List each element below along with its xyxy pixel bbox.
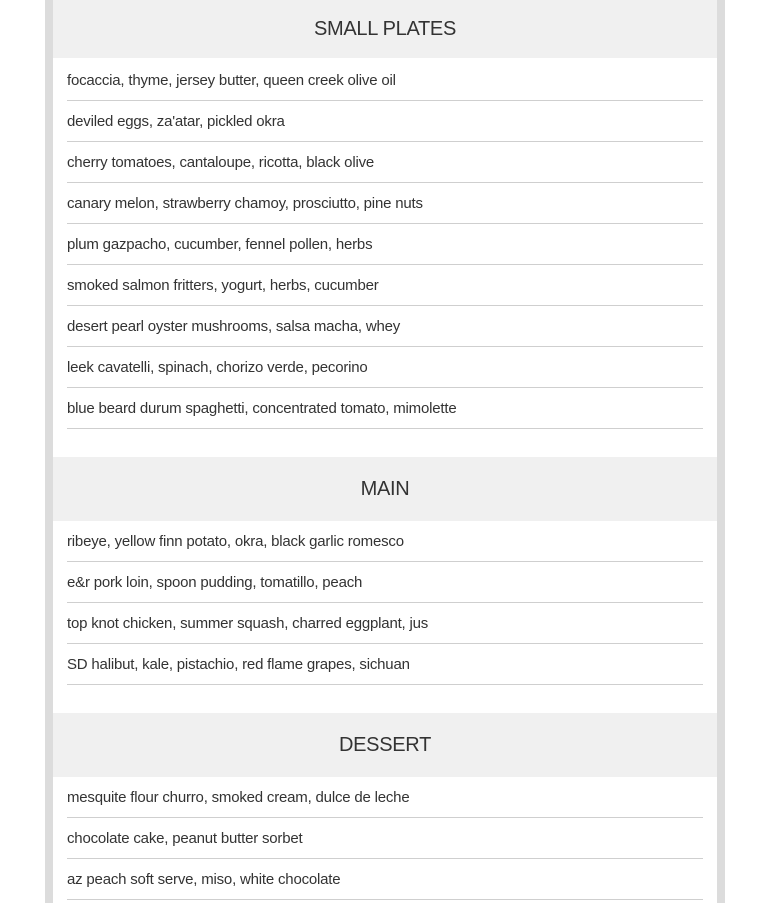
small-plates-list: [53, 58, 717, 429]
section-spacer: [53, 429, 717, 457]
dessert-list: [53, 777, 717, 900]
menu-item: desert pearl oyster mushrooms, salsa macha, whey: [67, 306, 703, 347]
menu-item: smoked salmon fritters, yogurt, herbs, cucumber: [67, 265, 703, 306]
main-list: [53, 521, 717, 685]
menu-item: az peach soft serve, miso, white chocolate: [67, 859, 703, 900]
menu-item: focaccia, thyme, jersey butter, queen creek olive oil: [67, 60, 703, 101]
menu-item: plum gazpacho, cucumber, fennel pollen, herbs: [67, 224, 703, 265]
menu-item: ribeye, yellow finn potato, okra, black garlic romesco: [67, 521, 703, 562]
section-title-small-plates: SMALL PLATES: [53, 0, 717, 58]
section-title-main: MAIN: [53, 457, 717, 521]
menu-item: SD halibut, kale, pistachio, red flame grapes, sichuan: [67, 644, 703, 685]
menu-item: e&r pork loin, spoon pudding, tomatillo, peach: [67, 562, 703, 603]
menu-item: deviled eggs, za'atar, pickled okra: [67, 101, 703, 142]
section-spacer: [53, 685, 717, 713]
menu-item: chocolate cake, peanut butter sorbet: [67, 818, 703, 859]
menu-item: cherry tomatoes, cantaloupe, ricotta, black olive: [67, 142, 703, 183]
menu-item: mesquite flour churro, smoked cream, dulce de leche: [67, 777, 703, 818]
menu-item: top knot chicken, summer squash, charred eggplant, jus: [67, 603, 703, 644]
menu-item: blue beard durum spaghetti, concentrated tomato, mimolette: [67, 388, 703, 429]
menu-item: leek cavatelli, spinach, chorizo verde, pecorino: [67, 347, 703, 388]
menu-panel: [53, 0, 717, 903]
section-title-dessert: DESSERT: [53, 713, 717, 777]
menu-item: canary melon, strawberry chamoy, prosciutto, pine nuts: [67, 183, 703, 224]
